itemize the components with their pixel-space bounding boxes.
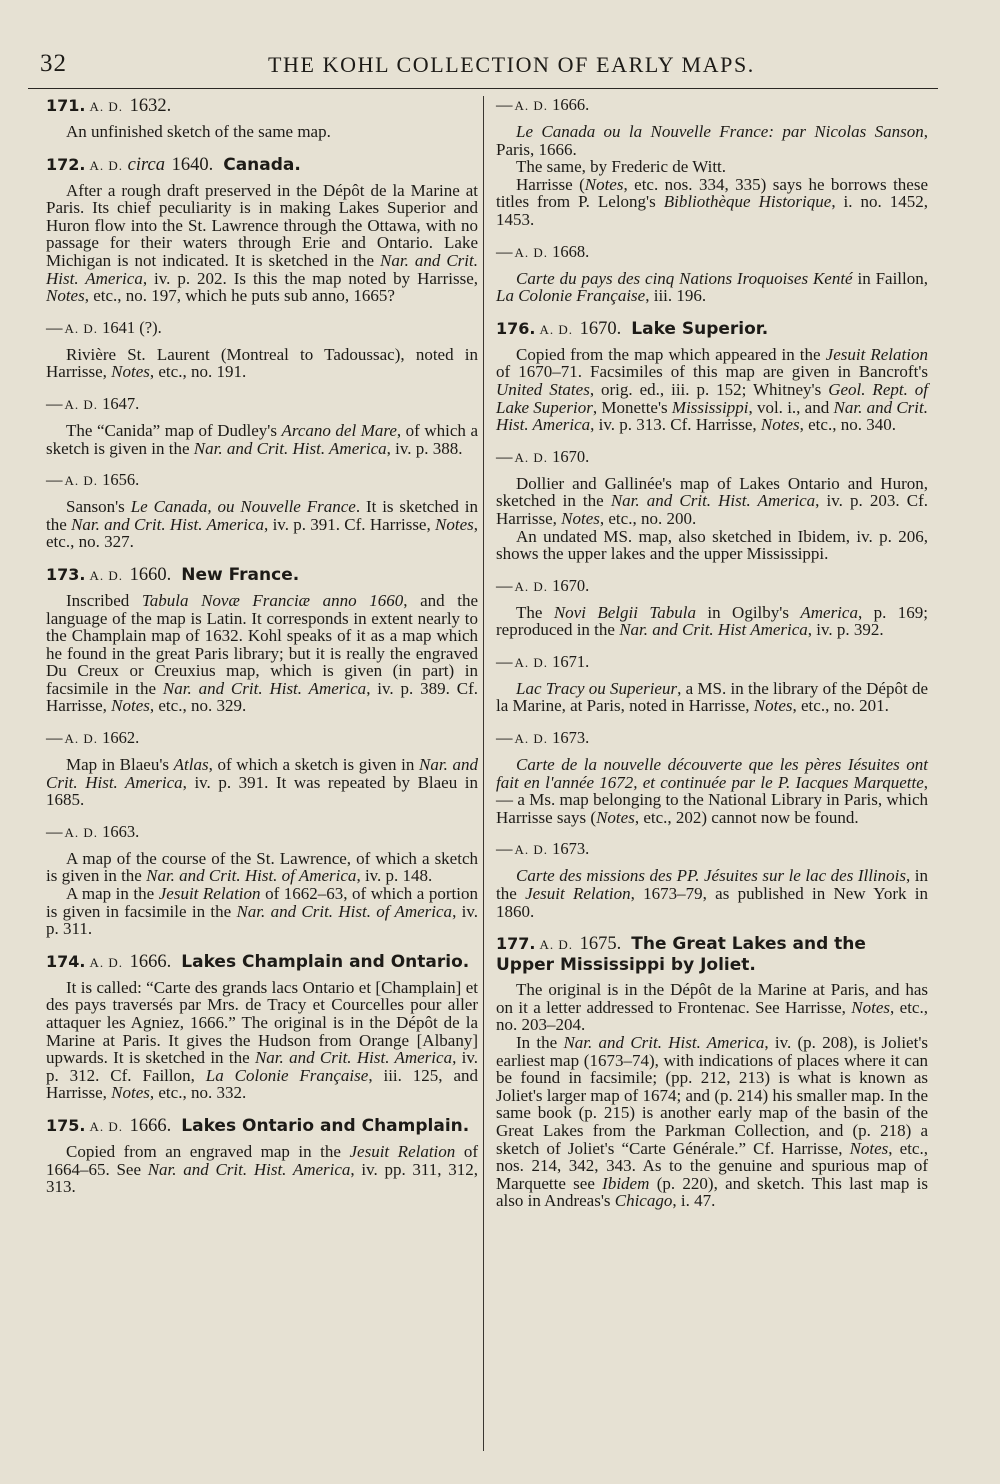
anno-domini: A. D. [89, 567, 124, 583]
entry-text: In the Nar. and Crit. Hist. America, iv. (p. 208), is Joliet's earliest map (1673–74), with indications of places where it can be found in facsimile; (pp. 212, 213) is what is known as Joliet's larger map of 1674; and (p. 214) his smaller map. In the same book (p. 215) is another early map of the basin of the Great Lakes from the Parkman Collection, and (p. 218) a sketch of Joliet's “Carte Générale.” Cf. Harrisse, Notes, etc., nos. 214, 342, 343. As to the genuine and spurious map of Marquette see Ibidem (p. 220), and sketch. This last map is also in Andreas's Chicago, i. 47. [496, 1033, 928, 1211]
entry-year: 1666. [129, 1115, 172, 1136]
anno-domini: A. D. [89, 99, 124, 114]
entry-text: Carte de la nouvelle découverte que les pères Iésuites ont fait en l'année 1672, et continuée par le P. Iacques Marquette, — a Ms. map belonging to the National Library in Paris, which Harrisse says (Notes, etc., 202) cannot now be found. [496, 755, 928, 827]
sub-entry-heading: — A. D. 1656. [46, 470, 140, 490]
page-number: 32 [40, 50, 67, 77]
entry-text: Le Canada ou la Nouvelle France: par Nicolas Sanson, Paris, 1666. [496, 122, 928, 159]
entry-1662 [46, 729, 478, 809]
year-prefix: circa [127, 154, 165, 175]
entry-177 [496, 934, 928, 1210]
entry-text: Carte des missions des PP. Jésuites sur le lac des Illinois, in the Jesuit Relation, 1673–79, as published in New York in 1860. [496, 866, 928, 921]
entry-year: 1666. [129, 951, 172, 972]
entry-1671 [496, 653, 928, 715]
entry-heading [46, 565, 478, 586]
entry-text: Carte du pays des cinq Nations Iroquoises Kenté in Faillon, La Colonie Française, iii. 196. [496, 268, 928, 306]
entry-text: The same, by Frederic de Witt. [516, 157, 727, 177]
entry-year: 1670. [579, 318, 622, 339]
sub-entry-heading: — A. D. 1670. [496, 575, 590, 595]
entry-subject: Lake Superior. [631, 318, 769, 339]
entry-1666 [496, 96, 928, 229]
running-title: THE KOHL COLLECTION OF EARLY MAPS. [268, 52, 755, 77]
sub-entry-heading: — A. D. 1641 (?). [46, 317, 162, 337]
sub-entry-heading: — A. D. 1673. [496, 839, 590, 859]
sub-entry-heading: — A. D. 1647. [46, 393, 140, 413]
entry-1656 [46, 471, 478, 551]
entry-1673-b [496, 840, 928, 920]
entry-text: Dollier and Gallinée's map of Lakes Ontario and Huron, sketched in the Nar. and Crit. Hist. America, iv. p. 203. Cf. Harrisse, Notes, etc., no. 200. [496, 473, 929, 528]
entry-subject: Canada. [223, 154, 301, 175]
sub-entry-heading: — A. D. 1666. [496, 95, 590, 114]
entry-number: 172. [46, 154, 86, 174]
entry-heading [46, 96, 478, 117]
entry-text: Inscribed Tabula Novæ Franciæ anno 1660, and the language of the map is Latin. It corresponds in extent nearly to the Champlain map of 1632. Kohl speaks of it as a map which he found in the great Paris library; but it is really the engraved Du Creux or Creuxius map, which is given (in part) in facsimile in the Nar. and Crit. Hist. America, iv. p. 389. Cf. Harrisse, Notes, etc., no. 329. [46, 590, 478, 716]
entry-year: 1675. [579, 934, 622, 955]
anno-domini: A. D. [539, 321, 574, 337]
entry-175 [46, 1116, 478, 1196]
sub-entry-heading: — A. D. 1662. [46, 728, 140, 748]
entry-number: 175. [46, 1115, 86, 1135]
entry-text: After a rough draft preserved in the Dépôt de la Marine at Paris. Its chief peculiarity is in making Lakes Superior and Huron flow into the St. Lawrence through the Ottawa, with no passage for their waters through Erie and Ontario. Lake Michigan is not indicated. It is sketched in the Nar. and Crit. Hist. America, iv. p. 202. Is this the map noted by Harrisse, Notes, etc., no. 197, which he puts sub anno, 1665? [46, 180, 478, 306]
entry-174 [46, 952, 478, 1102]
entry-1670-b [496, 577, 928, 639]
running-head [28, 46, 938, 89]
entry-text: The original is in the Dépôt de la Marine at Paris, and has on it a letter addressed to Frontenac. See Harrisse, Notes, etc., no. 203–204. [496, 980, 928, 1035]
entry-text: An unfinished sketch of the same map. [66, 122, 331, 141]
entry-heading [46, 1116, 478, 1137]
entry-text: Copied from the map which appeared in the Jesuit Relation of 1670–71. Facsimiles of this map are given in Bancroft's United States, orig. ed., iii. p. 152; Whitney's Geol. Rept. of Lake Superior, Monette's Mississippi, vol. i., and Nar. and Crit. Hist. America, iv. p. 313. Cf. Harrisse, Notes, etc., no. 340. [496, 344, 928, 435]
entry-text: Copied from an engraved map in the Jesuit Relation of 1664–65. See Nar. and Crit. Hist. America, iv. pp. 311, 312, 313. [46, 1141, 478, 1197]
entry-number: 174. [46, 951, 86, 971]
entry-173 [46, 565, 478, 715]
entry-1641 [46, 319, 478, 381]
entry-text: Lac Tracy ou Superieur, a MS. in the library of the Dépôt de la Marine, at Paris, noted in Harrisse, Notes, etc., no. 201. [496, 678, 928, 716]
entry-heading [46, 155, 478, 176]
entry-subject: New France. [181, 564, 300, 585]
entry-1670-a [496, 448, 928, 563]
entry-171 [46, 96, 478, 141]
entry-176 [496, 319, 928, 434]
entry-text: The “Canida” map of Dudley's Arcano del Mare, of which a sketch is given in the Nar. and Crit. Hist. America, iv. p. 388. [46, 420, 478, 458]
entry-number: 176. [496, 318, 536, 338]
column-divider [483, 96, 484, 1451]
sub-entry-heading: — A. D. 1673. [496, 728, 590, 748]
entry-text: The Novi Belgii Tabula in Ogilby's America, p. 169; reproduced in the Nar. and Crit. Hist America, iv. p. 392. [496, 602, 928, 640]
entry-subject: Lakes Ontario and Champlain. [181, 1115, 470, 1136]
sub-entry-heading: — A. D. 1668. [496, 241, 590, 261]
entry-text: Rivière St. Laurent (Montreal to Tadoussac), noted in Harrisse, Notes, etc., no. 191. [46, 344, 478, 382]
sub-entry-heading: — A. D. 1670. [496, 446, 590, 466]
entry-text: Harrisse (Notes, etc. nos. 334, 335) says he borrows these titles from P. Lelong's Bibliothèque Historique, i. no. 1452, 1453. [496, 174, 929, 229]
entry-heading [496, 319, 928, 340]
left-column [46, 96, 478, 1210]
anno-domini: A. D. [89, 157, 124, 173]
entry-text: Sanson's Le Canada, ou Nouvelle France. It is sketched in the Nar. and Crit. Hist. America, iv. p. 391. Cf. Harrisse, Notes, etc., no. 327. [46, 497, 479, 552]
anno-domini: A. D. [89, 1118, 124, 1134]
entry-1663 [46, 823, 478, 938]
entry-number: 173. [46, 564, 86, 584]
entry-text: An undated MS. map, also sketched in Ibidem, iv. p. 206, shows the upper lakes and the upper Mississippi. [496, 526, 928, 564]
entry-text: It is called: “Carte des grands lacs Ontario et [Champlain] et des pays traversés par Mrs. de Tracy et Courcelles pour aller attaquer les Agniez, 1666.” The original is in the Dépôt de la Marine at Paris. It gives the Hudson from Orange [Albany] upwards. It is sketched in the Nar. and Crit. Hist. America, iv. p. 312. Cf. Faillon, La Colonie Française, iii. 125, and Harrisse, Notes, etc., no. 332. [46, 977, 479, 1103]
entry-text: A map of the course of the St. Lawrence, of which a sketch is given in the Nar. and Crit. Hist. of America, iv. p. 148. [46, 848, 478, 886]
entry-year: 1660. [129, 564, 172, 585]
right-column [496, 96, 928, 1224]
entry-subject: Lakes Champlain and Ontario. [181, 951, 470, 972]
sub-entry-heading: — A. D. 1663. [46, 821, 140, 841]
entry-number: 171. [46, 96, 86, 115]
entry-172 [46, 155, 478, 305]
entry-1673-a [496, 729, 928, 826]
sub-entry-heading: — A. D. 1671. [496, 651, 590, 671]
entry-1647 [46, 395, 478, 457]
entry-text: A map in the Jesuit Relation of 1662–63, of which a portion is given in facsimile in the Nar. and Crit. Hist. of America, iv. p. 311. [46, 884, 478, 939]
entry-1668 [496, 243, 928, 305]
anno-domini: A. D. [89, 954, 124, 970]
entry-subject: The Great Lakes and the Upper Mississippi by Joliet. [496, 934, 866, 976]
entry-year: 1640. [171, 154, 214, 175]
entry-number: 177. [496, 934, 536, 954]
entry-heading [496, 934, 928, 975]
entry-heading [46, 952, 478, 973]
anno-domini: A. D. [539, 937, 574, 953]
entry-text: Map in Blaeu's Atlas, of which a sketch is given in Nar. and Crit. Hist. America, iv. p. 391. It was repeated by Blaeu in 1685. [46, 755, 478, 810]
entry-year: 1632. [129, 96, 172, 116]
